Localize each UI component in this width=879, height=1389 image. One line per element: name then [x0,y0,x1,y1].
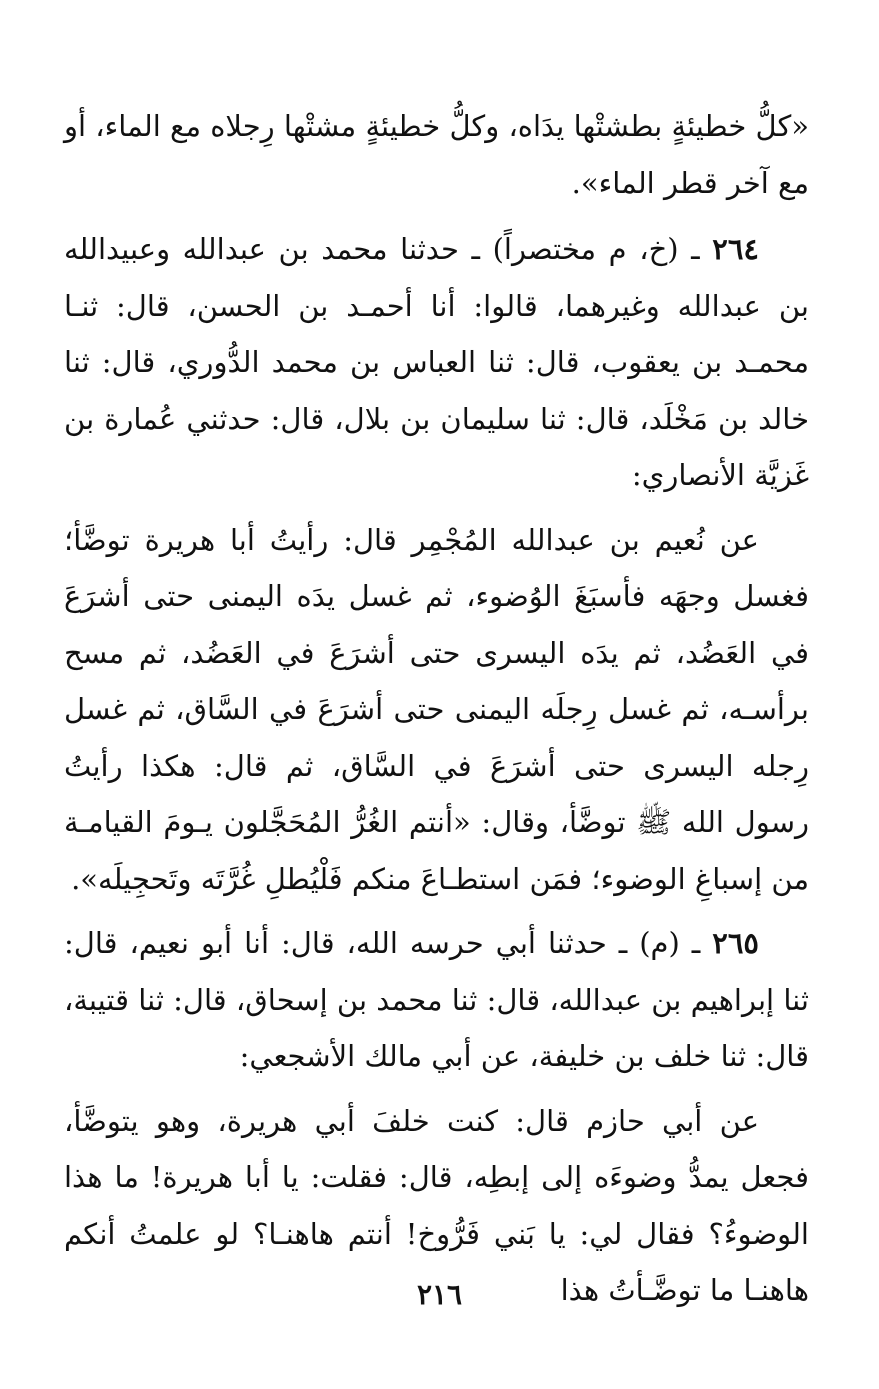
paragraph-text: ـ (خ، م مختصراً) ـ حدثنا محمد بن عبدالله وعبيدالله بن عبدالله وغيرهما، قالوا: أنا أحمـد بن الحسن، قال: ثنـا محمـد بن يعقوب، قال: ثنا العباس بن محمد الدُّوري، قال: ثنا خالد بن مَخْلَد، قال: ثنا سليمان بن بلال، قال: حدثني عُمارة بن غَزيَّة الأنصاري: [64,232,809,492]
page-number: ٢١٦ [416,1278,463,1311]
paragraph-text: ـ (م) ـ حدثنا أبي حرسه الله، قال: أنا أبو نعيم، قال: ثنا إبراهيم بن عبدالله، قال: ثنا محمد بن إسحاق، قال: ثنا قتيبة، قال: ثنا خلف بن خليفة، عن أبي مالك الأشجعي: [64,926,809,1073]
paragraph-text: عن أبي حازم قال: كنت خلفَ أبي هريرة، وهو يتوضَّأ، فجعل يمدُّ وضوءَه إلى إبطِه، قال: فقلت: يا أبا هريرة! ما هذا الوضوءُ؟ فقال لي: يا بَني فَرُّوخ! أنتم هاهنـا؟ لو علمتُ أنكم هاهنـا ما توضَّـأتُ هذا [64,1103,809,1307]
hadith-number: ٢٦٥ [712,926,759,960]
paragraph-text: «كلُّ خطيئةٍ بطشتْها يدَاه، وكلُّ خطيئةٍ مشتْها رِجلاه مع الماء، أو مع آخر قطر الماء». [64,109,809,200]
hadith-number: ٢٦٤ [712,232,759,266]
paragraph-hadith-265-isnad [64,915,809,1085]
paragraph-hadith-264-matn [64,512,809,908]
page-text [64,98,809,1319]
paragraph-hadith-264-isnad [64,221,809,504]
paragraph-hadith-end [64,98,809,211]
paragraph-text: عن نُعيم بن عبدالله المُجْمِر قال: رأيتُ أبا هريرة توضَّأ؛ فغسل وجهَه فأسبَغَ الوُضوء، ثم غسل يدَه اليمنى حتى أشرَعَ في العَضُد، ثم يدَه اليسرى حتى أشرَعَ في العَضُد، ثم مسح برأسـه، ثم غسل رِجلَه اليمنى حتى أشرَعَ في السَّاق، ثم غسل رِجله اليسرى حتى أشرَعَ في السَّاق، ثم قال: هكذا رأيتُ رسول الله ﷺ توضَّأ، وقال: «أنتم الغُرُّ المُحَجَّلون يـومَ القيامـة من إسباغِ الوضوء؛ فمَن استطـاعَ منكم فَلْيُطلِ غُرَّتَه وتَحجِيلَه». [64,522,809,896]
